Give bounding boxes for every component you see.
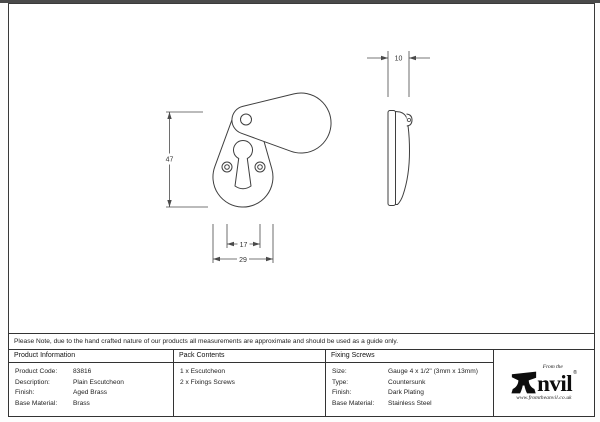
dim-height-label: 47 [165,156,174,164]
row-label: Finish: [15,389,35,397]
side-back-plate [388,111,396,206]
drawing-sheet [8,3,595,417]
table-row [15,400,173,407]
technical-drawing [9,4,596,334]
row-label: Finish: [332,389,352,397]
product-information-column [9,350,174,416]
row-value: Aged Brass [73,389,108,397]
logo-wordmark [511,370,577,397]
from-the-anvil-logo [511,365,577,402]
table-row [332,389,493,396]
screw-hole-left-inner [225,165,230,170]
row-label: Product Code: [15,368,58,375]
pack-contents-column [174,350,326,416]
product-information-header: Product Information [9,350,173,363]
front-view-escutcheon [213,93,331,207]
row-label: Base Material: [332,399,375,407]
row-value: Plain Escutcheon [73,378,124,386]
dim-width-label: 29 [239,256,247,264]
table-row [15,368,173,375]
logo-website: www.fromtheanvil.co.uk [516,395,572,402]
pack-contents-header: Pack Contents [174,350,325,363]
measurement-note: Please Note, due to the hand crafted nature of our products all measurements are approximate and should be used as a guide only. [8,333,595,350]
table-row [332,368,493,375]
row-value: 83816 [73,368,92,375]
logo-tagline: From the [542,363,563,370]
row-value: Gauge 4 x 1/2" (3mm x 13mm) [388,368,478,375]
row-value: Countersunk [388,378,426,386]
row-label: Base Material: [15,399,58,407]
anvil-icon [511,371,537,394]
logo-name-text: nvil [537,371,573,397]
table-row [332,379,493,386]
table-row [15,379,173,386]
pack-item: 2 x Fixings Screws [180,378,235,386]
side-view-escutcheon [388,111,412,206]
side-view-dimensions [367,51,430,97]
pivot-rivet [241,114,252,125]
table-row [332,400,493,407]
screw-hole-right-inner [258,165,263,170]
dim-screw-spacing-label: 17 [239,241,248,249]
row-label: Description: [15,378,50,386]
row-value: Stainless Steel [388,399,432,407]
row-value: Brass [73,399,90,407]
spec-table [8,349,595,417]
registered-mark: ® [573,370,577,377]
brand-column [494,350,594,416]
row-label: Size: [332,368,347,375]
pack-item: 1 x Escutcheon [180,368,226,375]
dim-depth-label: 10 [394,55,403,63]
fixing-screws-column [326,350,494,416]
row-label: Type: [332,378,349,386]
row-value: Dark Plating [388,389,424,397]
table-row [15,389,173,396]
fixing-screws-header: Fixing Screws [326,350,493,363]
